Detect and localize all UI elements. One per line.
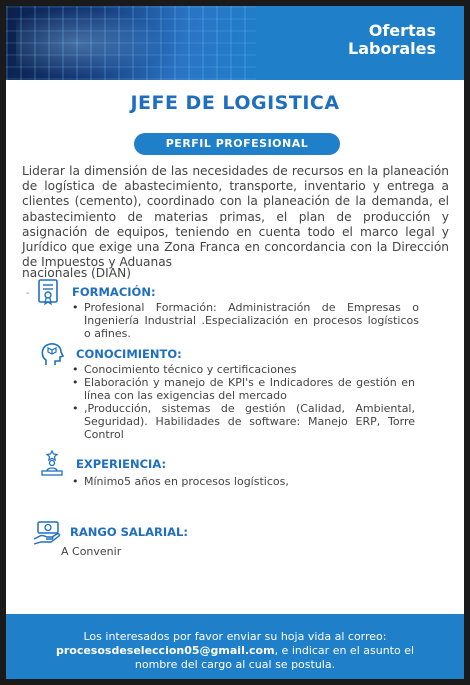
profile-badge: PERFIL PROFESIONAL: [134, 133, 340, 155]
salario-heading: RANGO SALARIAL:: [70, 525, 188, 539]
footer-line1: Los interesados por favor enviar su hoja vida al correo:: [83, 630, 387, 643]
header-banner: [6, 6, 464, 80]
trophy-person-icon: [38, 449, 66, 477]
footer-line3: nombre del cargo al cual se postula.: [134, 658, 336, 671]
list-item: • Mínimo5 años en procesos logísticos,: [72, 475, 372, 488]
footer-banner: [6, 614, 464, 679]
money-hand-icon: [32, 519, 62, 547]
list-item: • Conocimiento técnico y certificaciones: [72, 363, 415, 376]
footer-text: [6, 630, 464, 672]
footer-line2-rest: , e indicar en el asunto el: [274, 644, 415, 657]
profile-summary-end: nacionales (DIAN): [22, 266, 131, 280]
experiencia-heading: EXPERIENCIA:: [76, 457, 167, 471]
job-title: JEFE DE LOGISTICA: [130, 92, 340, 114]
header-title-line2: Laborales: [348, 39, 436, 58]
header-title-line1: Ofertas: [368, 21, 436, 40]
list-item: • Elaboración y manejo de KPI's e Indicadores de gestión en línea con las exigencias del mercado: [72, 376, 415, 402]
conocimiento-heading: CONOCIMIENTO:: [76, 347, 182, 361]
header-photo: [6, 6, 256, 80]
formacion-heading: FORMACIÓN:: [72, 285, 156, 299]
contact-email[interactable]: procesosdeseleccion05@gmail.com: [55, 644, 275, 657]
bullet-dash: -: [26, 288, 30, 299]
footer-line2: [6, 644, 464, 658]
list-item: • Profesional Formación: Administración de Empresas o Ingeniería Industrial .Especialización en procesos logísticos o afines.: [72, 301, 419, 340]
certificate-icon: [36, 278, 62, 306]
job-offer-flyer: [6, 6, 464, 679]
header-title: [348, 22, 436, 58]
conocimiento-list: [72, 363, 415, 441]
list-item: • ,Producción, sistemas de gestión (Calidad, Ambiental, Seguridad). Habilidades de software: Manejo ERP, Torre Control: [72, 402, 415, 441]
profile-summary: Liderar la dimensión de las necesidades de recursos en la planeación de logística de abastecimiento, transporte, inventario y entrega a clientes (cemento), coordinado con la planeación de la demanda, el abastecimiento de materias primas, el plan de producción y asignación de equipos, teniendo en cuenta todo el marco legal y Jurídico que exige una Zona Franca en concordancia con la Dirección de Impuestos y Aduanas: [22, 164, 449, 270]
experiencia-list: [72, 475, 372, 488]
formacion-list: [72, 301, 419, 340]
head-book-icon: [38, 340, 66, 368]
salario-value: A Convenir: [61, 545, 122, 558]
